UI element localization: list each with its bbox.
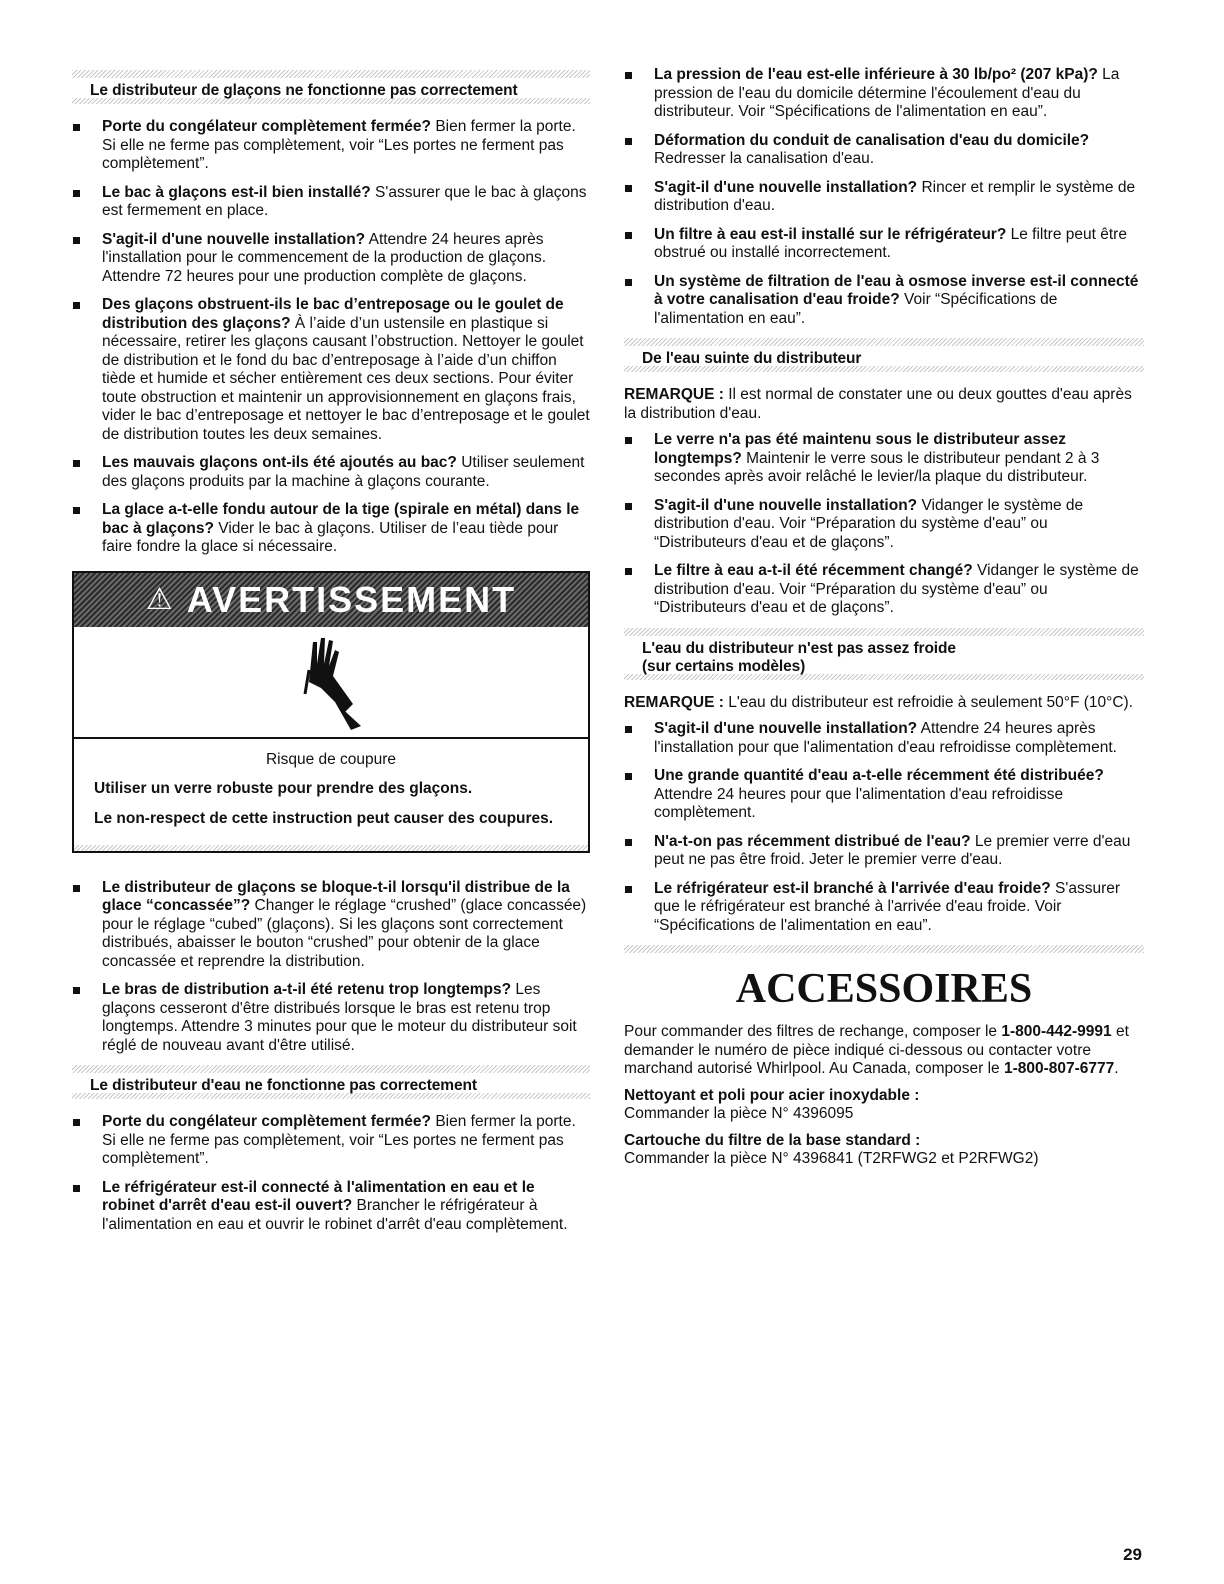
- list-item: Le distributeur de glaçons se bloque-t-il lorsqu'il distribue de la glace “concassée”? Changer le réglage “crushed” (glace concassée) pour le réglage “cubed” (glaçons). Si les glaçons sont correctement distribués, abaisser le bouton “crushed” pour obtenir de la glace concassée et reprendre la distribution.: [72, 879, 590, 972]
- warning-line-1: Utiliser un verre robuste pour prendre des glaçons.: [94, 779, 473, 797]
- list-item: Le réfrigérateur est-il branché à l'arrivée d'eau froide? S'assurer que le réfrigérateur est branché à l'arrivée d'eau froide. Voir “Spécifications de l'alimentation en eau”.: [624, 880, 1144, 936]
- list-item: Déformation du conduit de canalisation d'eau du domicile? Redresser la canalisation d'eau.: [624, 132, 1144, 169]
- section-rule: [624, 628, 1144, 636]
- list-item: Un filtre à eau est-il installé sur le réfrigérateur? Le filtre peut être obstrué ou installé incorrectement.: [624, 226, 1144, 263]
- water-cold-list: [624, 720, 1144, 935]
- list-item: Le réfrigérateur est-il connecté à l'alimentation en eau et le robinet d'arrêt d'eau est-il ouvert? Brancher le réfrigérateur à l'alimentation en eau et ouvrir le robinet d'arrêt d'eau complètement.: [72, 1179, 590, 1235]
- list-item: Des glaçons obstruent-ils le bac d’entreposage ou le goulet de distribution des glaçons? À l’aide d’un ustensile en plastique si nécessaire, retirer les glaçons causant l’obstruction. Nettoyer le goulet de distribution et le fond du bac d’entreposage à l’aide d’un chiffon tiède et humide et sécher entièrement ces deux sections. Pour éviter toute obstruction et maintenir un approvisionnement en glaçons frais, vider le bac d’entreposage et nettoyer le bac d’entreposage et le goulet de distribution toutes les deux semaines.: [72, 296, 590, 444]
- section-heading-water-leak: De l'eau suinte du distributeur: [624, 346, 1144, 378]
- list-item: Le filtre à eau a-t-il été récemment changé? Vidanger le système de distribution d'eau. Voir “Préparation du système d'eau” ou “Distributeurs d'eau et de glaçons”.: [624, 562, 1144, 618]
- accessories-intro: Pour commander des filtres de rechange, composer le 1-800-442-9991 et demander le numéro de pièce indiqué ci-dessous ou contacter votre marchand autorisé Whirlpool. Au Canada, composer le 1-800-807-6777.: [624, 1023, 1129, 1077]
- warning-line-2: Le non-respect de cette instruction peut causer des coupures.: [94, 809, 554, 827]
- list-item: S'agit-il d'une nouvelle installation? Rincer et remplir le système de distribution d'eau.: [624, 179, 1144, 216]
- page-number: 29: [1123, 1545, 1142, 1564]
- list-item: Une grande quantité d'eau a-t-elle récemment été distribuée? Attendre 24 heures pour que l'alimentation d'eau refroidisse complètement.: [624, 767, 1144, 823]
- section-rule: [624, 338, 1144, 346]
- section-rule: [72, 70, 590, 78]
- water-leak-list: [624, 431, 1144, 618]
- list-item: La pression de l'eau est-elle inférieure à 30 lb/po² (207 kPa)? La pression de l'eau du domicile détermine l'écoulement d'eau du distributeur. Voir “Spécifications de l'alimentation en eau”.: [624, 66, 1144, 122]
- list-item: Le bras de distribution a-t-il été retenu trop longtemps? Les glaçons cesseront d'être distribués lorsque le bras est retenu trop longtemps. Attendre 3 minutes pour que le moteur du distributeur soit réglé de nouveau avant d'être utilisé.: [72, 981, 590, 1055]
- warning-box: [72, 571, 590, 853]
- list-item: S'agit-il d'une nouvelle installation? Vidanger le système de distribution d'eau. Voir “Préparation du système d'eau” ou “Distributeurs d'eau et de glaçons”.: [624, 497, 1144, 553]
- warning-risk: Risque de coupure: [265, 750, 397, 768]
- list-item: Les mauvais glaçons ont-ils été ajoutés au bac? Utiliser seulement des glaçons produits par la machine à glaçons courante.: [72, 454, 590, 491]
- cut-hand-icon: [74, 627, 588, 739]
- water-cold-note: REMARQUE : L'eau du distributeur est refroidie à seulement 50°F (10°C).: [624, 693, 1133, 711]
- list-item: La glace a-t-elle fondu autour de la tige (spirale en métal) dans le bac à glaçons? Vider le bac à glaçons. Utiliser de l’eau tiède pour faire fondre la glace si nécessaire.: [72, 501, 590, 557]
- list-item: Porte du congélateur complètement fermée? Bien fermer la porte. Si elle ne ferme pas complètement, voir “Les portes ne ferment pas complètement”.: [72, 118, 590, 174]
- section-heading-ice-dispenser: Le distributeur de glaçons ne fonctionne pas correctement: [72, 78, 590, 110]
- accessory-item-cleaner: Nettoyant et poli pour acier inoxydable : Commander la pièce N° 4396095: [624, 1086, 920, 1122]
- section-heading-water-dispenser: Le distributeur d'eau ne fonctionne pas correctement: [72, 1073, 590, 1105]
- list-item: N'a-t-on pas récemment distribué de l'eau? Le premier verre d'eau peut ne pas être froid. Jeter le premier verre d'eau.: [624, 833, 1144, 870]
- section-rule: [72, 1065, 590, 1073]
- warning-title: AVERTISSEMENT: [186, 578, 517, 620]
- water-dispenser-list: [72, 1113, 590, 1234]
- list-item: Le verre n'a pas été maintenu sous le distributeur assez longtemps? Maintenir le verre sous le distributeur pendant 2 à 3 secondes après avoir relâché le levier/la plaque du distributeur.: [624, 431, 1144, 487]
- section-heading-water-cold: L'eau du distributeur n'est pas assez froide (sur certains modèles): [624, 636, 1144, 686]
- left-column: [72, 70, 590, 1244]
- ice-dispenser-list: [72, 118, 590, 557]
- list-item: Le bac à glaçons est-il bien installé? S'assurer que le bac à glaçons est fermement en place.: [72, 184, 590, 221]
- list-item: Un système de filtration de l'eau à osmose inverse est-il connecté à votre canalisation d'eau froide? Voir “Spécifications de l'alimentation en eau”.: [624, 273, 1144, 329]
- accessory-item-filter: Cartouche du filtre de la base standard : Commander la pièce N° 4396841 (T2RFWG2 et P2RFWG2): [624, 1131, 1039, 1167]
- right-column: [624, 66, 1144, 1177]
- list-item: S'agit-il d'une nouvelle installation? Attendre 24 heures après l'installation pour le commencement de la production de glaçons. Attendre 72 heures pour une production complète de glaçons.: [72, 231, 590, 287]
- water-leak-note: REMARQUE : Il est normal de constater une ou deux gouttes d'eau après la distribution d'eau.: [624, 386, 1132, 422]
- warning-triangle-icon: ⚠: [145, 583, 175, 616]
- warning-header: [74, 573, 588, 627]
- list-item: Porte du congélateur complètement fermée? Bien fermer la porte. Si elle ne ferme pas complètement, voir “Les portes ne ferment pas complètement”.: [72, 1113, 590, 1169]
- ice-dispenser-list-cont: [72, 879, 590, 1056]
- warning-body: [74, 739, 588, 851]
- section-rule: [624, 945, 1144, 953]
- water-dispenser-list-cont: [624, 66, 1144, 328]
- list-item: S'agit-il d'une nouvelle installation? Attendre 24 heures après l'installation pour que l'alimentation d'eau refroidisse complètement.: [624, 720, 1144, 757]
- accessories-title: ACCESSOIRES: [735, 966, 1033, 1012]
